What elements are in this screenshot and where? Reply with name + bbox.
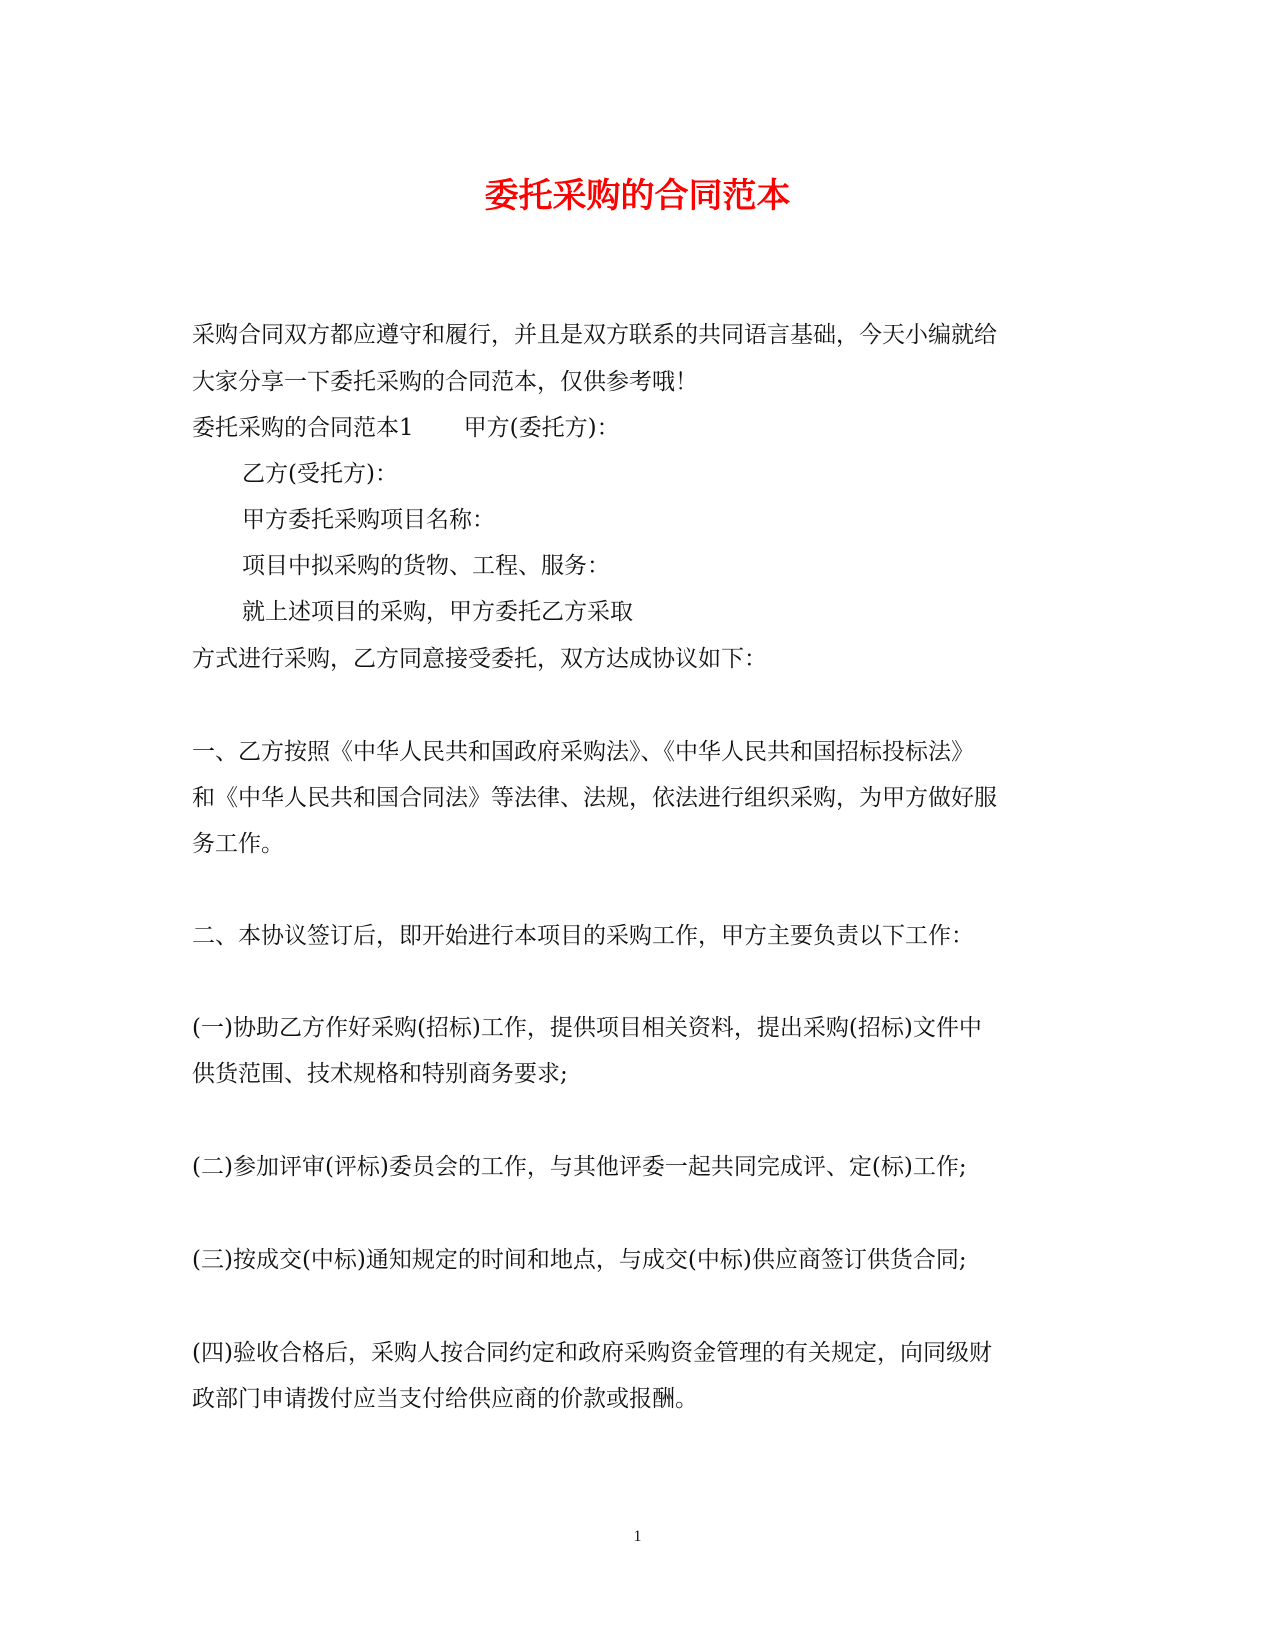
party-a-label: 甲方(委托方)： — [463, 415, 620, 441]
sub-clause-4-line-1: (四)验收合格后，采购人按合同约定和政府采购资金管理的有关规定，向同级财 — [192, 1340, 992, 1366]
sub-clause-1-line-1: (一)协助乙方作好采购(招标)工作，提供项目相关资料，提出采购(招标)文件中 — [192, 1015, 982, 1041]
sub-clause-3: (三)按成交(中标)通知规定的时间和地点，与成交(中标)供应商签订供货合同; — [192, 1247, 967, 1273]
clause-1-line-1: 一、乙方按照《中华人民共和国政府采购法》、《中华人民共和国招标投标法》 — [192, 739, 974, 765]
clause-1-line-3: 务工作。 — [192, 831, 284, 857]
project-scope-label: 项目中拟采购的货物、工程、服务： — [242, 553, 610, 579]
intro-line-1: 采购合同双方都应遵守和履行，并且是双方联系的共同语言基础，今天小编就给 — [192, 322, 997, 348]
clause-1-line-2: 和《中华人民共和国合同法》等法律、法规，依法进行组织采购，为甲方做好服 — [192, 785, 997, 811]
sub-clause-2: (二)参加评审(评标)委员会的工作，与其他评委一起共同完成评、定(标)工作; — [192, 1154, 967, 1180]
party-b-label: 乙方(受托方)： — [242, 461, 398, 487]
sub-clause-1-line-2: 供货范围、技术规格和特别商务要求; — [192, 1061, 568, 1087]
method-line-2: 方式进行采购，乙方同意接受委托，双方达成协议如下： — [192, 646, 767, 672]
clause-2: 二、本协议签订后，即开始进行本项目的采购工作，甲方主要负责以下工作： — [192, 923, 974, 949]
document-title: 委托采购的合同范本 — [484, 176, 791, 216]
heading-row — [192, 413, 620, 443]
method-line-1: 就上述项目的采购，甲方委托乙方采取 — [242, 599, 633, 625]
sub-clause-4-line-2: 政部门申请拨付应当支付给供应商的价款或报酬。 — [192, 1386, 698, 1412]
section-heading: 委托采购的合同范本1 — [192, 415, 414, 441]
page-number: 1 — [633, 1528, 642, 1545]
project-name-label: 甲方委托采购项目名称： — [242, 507, 495, 533]
intro-line-2: 大家分享一下委托采购的合同范本，仅供参考哦！ — [192, 369, 698, 395]
